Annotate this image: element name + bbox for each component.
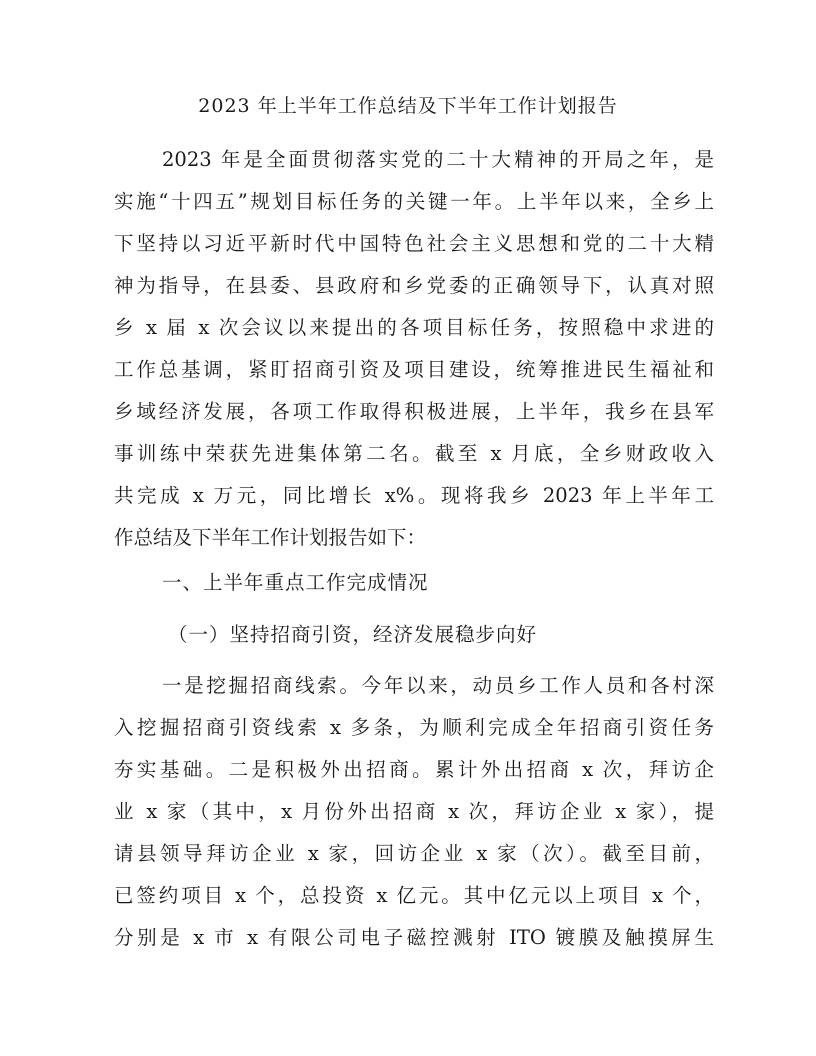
paragraph-2-line: 夯实基础。二是积极外出招商。累计外出招商 x 次，拜访企 bbox=[114, 758, 714, 781]
paragraph-2-line: 已签约项目 x 个，总投资 x 亿元。其中亿元以上项目 x 个， bbox=[114, 884, 714, 907]
paragraph-1-line: 作总结及下半年工作计划报告如下： bbox=[114, 526, 427, 549]
section-heading: 一、上半年重点工作完成情况 bbox=[162, 571, 429, 594]
paragraph-2-line: 分别是 x 市 x 有限公司电子磁控溅射 ITO 镀膜及触摸屏生 bbox=[114, 926, 714, 949]
paragraph-2-line: 一是挖掘招商线索。今年以来，动员乡工作人员和各村深 bbox=[162, 674, 714, 697]
paragraph-1-line: 实施“十四五”规划目标任务的关键一年。上半年以来，全乡上 bbox=[114, 190, 714, 213]
paragraph-2-line: 请县领导拜访企业 x 家，回访企业 x 家（次）。截至目前， bbox=[114, 842, 714, 865]
paragraph-1-line: 共完成 x 万元，同比增长 x%。现将我乡 2023 年上半年工 bbox=[114, 484, 714, 507]
document-title: 2023 年上半年工作总结及下半年工作计划报告 bbox=[198, 95, 618, 117]
subsection-heading: （一）坚持招商引资，经济发展稳步向好 bbox=[168, 623, 538, 646]
paragraph-1-line: 乡 x 届 x 次会议以来提出的各项目标任务，按照稳中求进的 bbox=[114, 316, 714, 339]
paragraph-1-line: 乡域经济发展，各项工作取得积极进展，上半年，我乡在县军 bbox=[114, 400, 714, 423]
paragraph-1-line: 下坚持以习近平新时代中国特色社会主义思想和党的二十大精 bbox=[114, 232, 714, 255]
paragraph-1-line: 2023 年是全面贯彻落实党的二十大精神的开局之年，是 bbox=[162, 148, 714, 171]
paragraph-1-line: 神为指导，在县委、县政府和乡党委的正确领导下，认真对照 bbox=[114, 274, 714, 297]
paragraph-1-line: 工作总基调，紧盯招商引资及项目建设，统筹推进民生福祉和 bbox=[114, 358, 714, 381]
paragraph-2-line: 业 x 家（其中，x 月份外出招商 x 次，拜访企业 x 家），提 bbox=[114, 800, 714, 823]
paragraph-2-line: 入挖掘招商引资线索 x 多条，为顺利完成全年招商引资任务 bbox=[114, 716, 714, 739]
paragraph-1-line: 事训练中荣获先进集体第二名。截至 x 月底，全乡财政收入 bbox=[114, 442, 714, 465]
